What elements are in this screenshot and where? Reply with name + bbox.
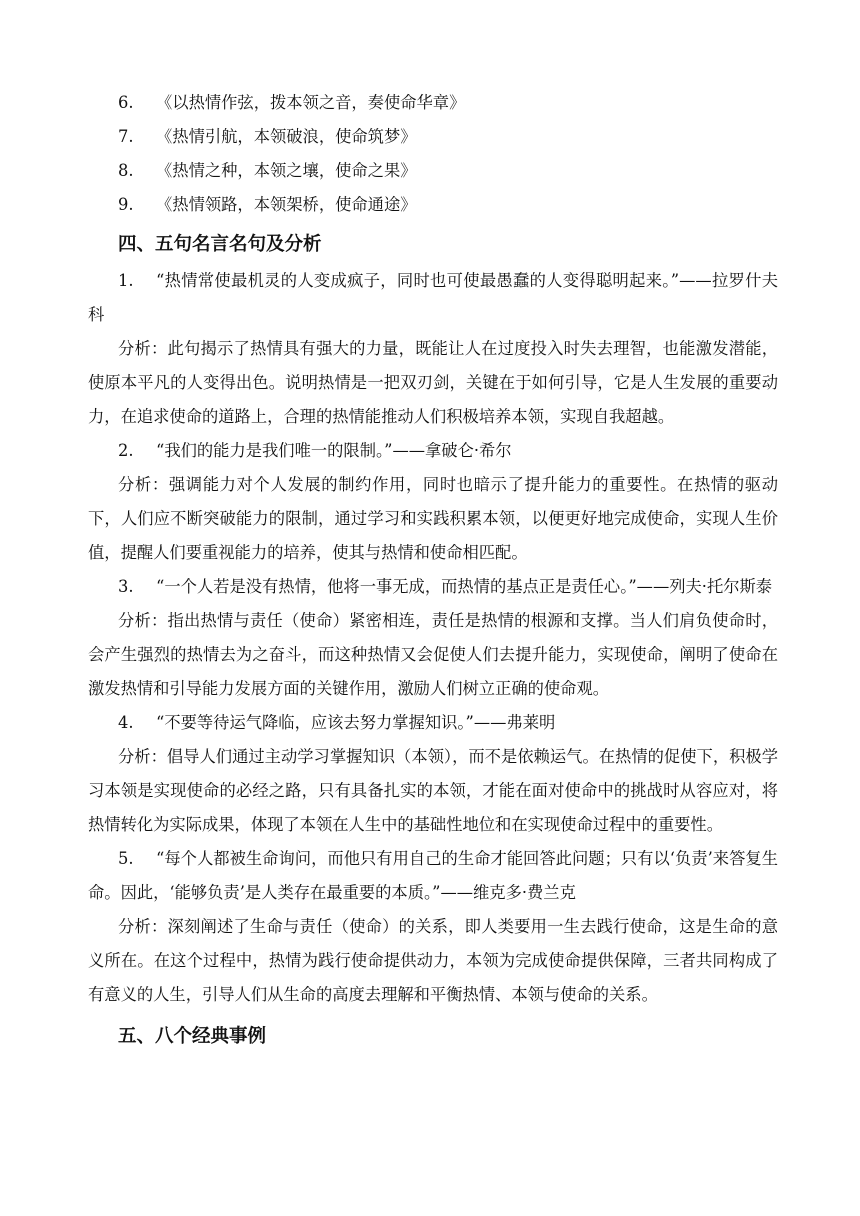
title-item-text: 《热情之种，本领之壤，使命之果》 [156,161,417,180]
title-item-number: 8. [118,161,134,180]
section-heading-quotes: 四、五句名言名句及分析 [118,234,322,255]
quote-number: 1. [118,271,134,290]
quote-number: 5. [118,849,134,868]
quote-text [88,842,778,910]
quote-number: 4. [118,713,134,732]
quote-block [88,264,778,434]
title-item [118,86,778,120]
quote-content: “每个人都被生命询问，而他只有用自己的生命才能回答此问题；只有以‘负责’来答复生命。因此，‘能够负责’是人类存在最重要的本质。”——维克多·费兰克 [88,849,778,902]
quote-number: 2. [118,441,134,460]
quote-analysis: 分析：强调能力对个人发展的制约作用，同时也暗示了提升能力的重要性。在热情的驱动下，人们应不断突破能力的限制，通过学习和实践积累本领，以便更好地完成使命，实现人生价值，提醒人们要重视能力的培养，使其与热情和使命相匹配。 [88,475,778,562]
title-list [88,86,778,222]
quote-block [88,434,778,570]
quote-text [88,264,778,332]
section-heading-examples: 五、八个经典事例 [118,1026,267,1047]
quote-content: “不要等待运气降临，应该去努力掌握知识。”——弗莱明 [156,713,556,732]
quote-content: “一个人若是没有热情，他将一事无成，而热情的基点正是责任心。”——列夫·托尔斯泰 [156,577,773,596]
quote-analysis: 分析：深刻阐述了生命与责任（使命）的关系，即人类要用一生去践行使命，这是生命的意义所在。在这个过程中，热情为践行使命提供动力，本领为完成使命提供保障，三者共同构成了有意义的人生，引导人们从生命的高度去理解和平衡热情、本领与使命的关系。 [88,917,778,1004]
quote-content: “我们的能力是我们唯一的限制。”——拿破仑·希尔 [156,441,512,460]
title-item-number: 6. [118,93,134,112]
title-item [118,154,778,188]
quote-analysis: 分析：指出热情与责任（使命）紧密相连，责任是热情的根源和支撑。当人们肩负使命时，会产生强烈的热情去为之奋斗，而这种热情又会促使人们去提升能力，实现使命，阐明了使命在激发热情和引导能力发展方面的关键作用，激励人们树立正确的使命观。 [88,611,778,698]
title-item [118,188,778,222]
title-item-text: 《热情领路，本领架桥，使命通途》 [156,195,417,214]
quote-block [88,842,778,1012]
title-item [118,120,778,154]
title-item-number: 9. [118,195,134,214]
quote-text [88,706,778,740]
quote-block [88,706,778,842]
title-item-text: 《热情引航，本领破浪，使命筑梦》 [156,127,417,146]
quote-block [88,570,778,706]
quote-text [88,570,778,604]
quote-content: “热情常使最机灵的人变成疯子，同时也可使最愚蠢的人变得聪明起来。”——拉罗什夫科 [88,271,778,324]
title-item-number: 7. [118,127,134,146]
quote-analysis: 分析：此句揭示了热情具有强大的力量，既能让人在过度投入时失去理智，也能激发潜能，使原本平凡的人变得出色。说明热情是一把双刃剑，关键在于如何引导，它是人生发展的重要动力，在追求使命的道路上，合理的热情能推动人们积极培养本领，实现自我超越。 [88,339,778,426]
document-content [88,86,778,1056]
quote-analysis: 分析：倡导人们通过主动学习掌握知识（本领），而不是依赖运气。在热情的促使下，积极学习本领是实现使命的必经之路，只有具备扎实的本领，才能在面对使命中的挑战时从容应对，将热情转化为实际成果，体现了本领在人生中的基础性地位和在实现使命过程中的重要性。 [88,747,778,834]
quote-number: 3. [118,577,134,596]
quote-text [88,434,778,468]
title-item-text: 《以热情作弦，拨本领之音，奏使命华章》 [156,93,466,112]
